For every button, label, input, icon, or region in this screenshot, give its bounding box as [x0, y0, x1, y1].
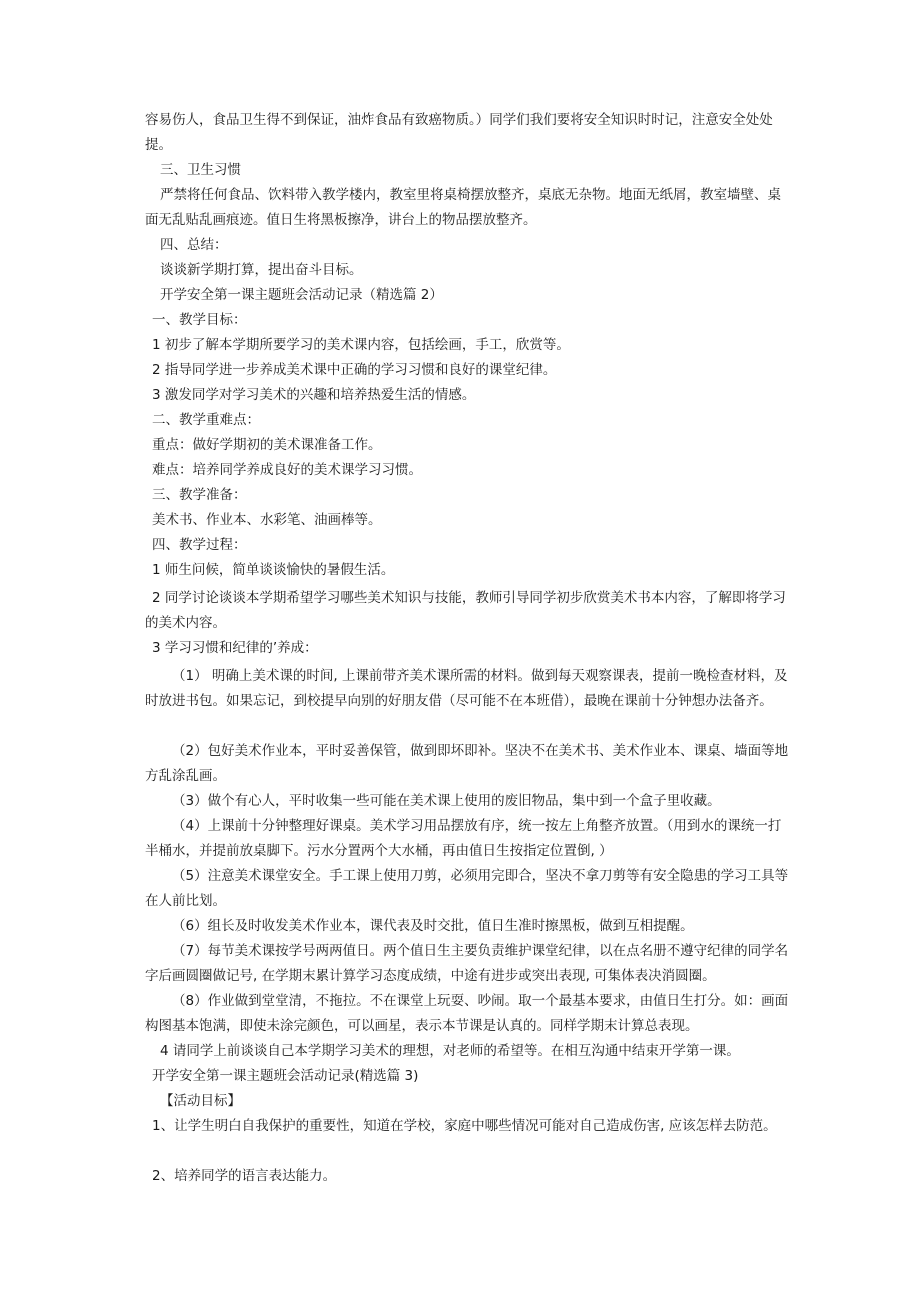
- text-paragraph: 难点：培养同学养成良好的美术课学习习惯。: [152, 462, 422, 478]
- list-item: 2 指导同学进一步养成美术课中正确的学习习惯和良好的课堂纪律。: [152, 362, 557, 378]
- list-item: 3 激发同学对学习美术的兴趣和培养热爱生活的情感。: [152, 387, 476, 403]
- list-item: （6）组长及时收发美术作业本，课代表及时交批，值日生准时擦黑板，做到互相提醒。: [172, 918, 694, 934]
- section-heading: 二、教学重难点：: [152, 412, 260, 428]
- text-paragraph: 重点：做好学期初的美术课准备工作。: [152, 437, 382, 453]
- article-title: 开学安全第一课主题班会活动记录(精选篇 3): [152, 1068, 419, 1084]
- list-item: 1 师生问候，简单谈谈愉快的暑假生活。: [152, 562, 395, 578]
- section-heading: 三、卫生习惯: [160, 162, 241, 178]
- section-heading: 四、总结：: [160, 237, 228, 253]
- list-item: （2）包好美术作业本，平时妥善保管，做到即坏即补。坚决不在美术书、美术作业本、课桌、墙面等地方乱涂乱画。: [145, 743, 789, 784]
- text-paragraph: 美术书、作业本、水彩笔、油画棒等。: [152, 512, 382, 528]
- list-item: 2 同学讨论谈谈本学期希望学习哪些美术知识与技能，教师引导同学初步欣赏美术书本内容，了解即将学习的美术内容。: [145, 590, 786, 631]
- list-item: （3）做个有心人，平时收集一些可能在美术课上使用的废旧物品，集中到一个盒子里收藏。: [172, 793, 721, 809]
- section-heading: 四、教学过程：: [152, 537, 247, 553]
- list-item: 1 初步了解本学期所要学习的美术课内容，包括绘画，手工，欣赏等。: [152, 337, 570, 353]
- list-item: （5）注意美术课堂安全。手工课上使用刀剪，必须用完即合，坚决不拿刀剪等有安全隐患的学习工具等在人前比划。: [145, 868, 789, 909]
- text-paragraph: 谈谈新学期打算，提出奋斗目标。: [160, 262, 363, 278]
- list-item: 2、培养同学的语言表达能力。: [152, 1168, 337, 1184]
- text-paragraph: 容易伤人，食品卫生得不到保证，油炸食品有致癌物质。）同学们我们要将安全知识时时记，注意安全处处提。: [145, 112, 773, 153]
- article-title: 开学安全第一课主题班会活动记录（精选篇 2）: [160, 287, 443, 303]
- list-item: （1） 明确上美术课的时间, 上课前带齐美术课所需的材料。做到每天观察课表，提前一晚检查材料，及时放进书包。如果忘记，到校提早向别的好朋友借（尽可能不在本班借），最晚在课前十分钟想办法备齐。: [145, 668, 788, 709]
- list-item: （8）作业做到堂堂清，不拖拉。不在课堂上玩耍、吵闹。取一个最基本要求，由值日生打分。如：画面构图基本饱满，即使未涂完颜色，可以画星，表示本节课是认真的。同样学期末计算总表现。: [145, 993, 789, 1034]
- list-item: （4）上课前十分钟整理好课桌。美术学习用品摆放有序，统一按左上角整齐放置。（用到水的课统一打半桶水，并提前放桌脚下。污水分置两个大水桶，再由值日生按指定位置倒, ）: [145, 818, 782, 859]
- list-item: 4 请同学上前谈谈自己本学期学习美术的理想，对老师的希望等。在相互沟通中结束开学第一课。: [160, 1043, 740, 1059]
- list-item: 3 学习习惯和纪律的’养成：: [152, 640, 318, 656]
- section-heading: 三、教学准备：: [152, 487, 247, 503]
- list-item: （7）每节美术课按学号两两值日。两个值日生主要负责维护课堂纪律，以在点名册不遵守纪律的同学名字后画圆圈做记号, 在学期末累计算学习态度成绩，中途有进步或突出表现, 可集体表决消圆圈。: [145, 943, 789, 984]
- text-paragraph: 严禁将任何食品、饮料带入教学楼内，教室里将桌椅摆放整齐，桌底无杂物。地面无纸屑，教室墙壁、桌面无乱贴乱画痕迹。值日生将黑板擦净，讲台上的物品摆放整齐。: [145, 187, 781, 228]
- section-heading: 一、教学目标：: [152, 312, 247, 328]
- section-heading: 【活动目标】: [160, 1093, 241, 1109]
- list-item: 1、让学生明白自我保护的重要性，知道在学校，家庭中哪些情况可能对自己造成伤害, 应该怎样去防范。: [152, 1118, 777, 1134]
